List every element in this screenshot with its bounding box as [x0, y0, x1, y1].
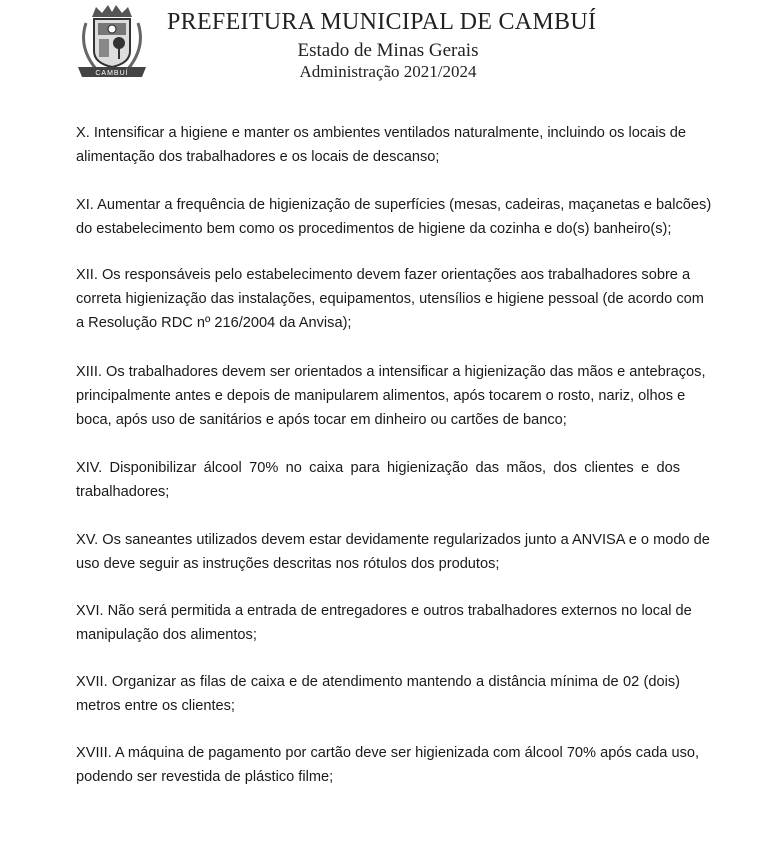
text-line: alimentação dos trabalhadores e os locais de descanso; [76, 149, 440, 165]
text-line: metros entre os clientes; [76, 698, 235, 714]
header-administration: Administração 2021/2024 [299, 62, 477, 81]
paragraph-xii [76, 263, 704, 335]
header-state: Estado de Minas Gerais [297, 40, 479, 61]
text-line: podendo ser revestida de plástico filme; [76, 769, 334, 785]
text-line: X. Intensificar a higiene e manter os ambientes ventilados naturalmente, incluindo os locais de [76, 125, 687, 141]
paragraph-xiii [76, 360, 706, 432]
paragraph-xiv [76, 456, 680, 504]
paragraph-xvii [76, 670, 680, 718]
text-line: XVIII. A máquina de pagamento por cartão deve ser higienizada com álcool 70% após cada uso, [76, 745, 700, 761]
paragraph-x [76, 121, 687, 169]
text-line: XVI. Não será permitida a entrada de entregadores e outros trabalhadores externos no local de [76, 603, 692, 619]
text-line: uso deve seguir as instruções descritas nos rótulos dos produtos; [76, 556, 500, 572]
text-line: XIV. Disponibilizar álcool 70% no caixa para higienização das mãos, dos clientes e dos [76, 460, 680, 476]
text-line: principalmente antes e depois de manipularem alimentos, após tocarem o rosto, nariz, olhos e [76, 388, 686, 404]
text-line: do estabelecimento bem como os procedimentos de higiene da cozinha e do(s) banheiro(s); [76, 221, 672, 237]
text-line: XII. Os responsáveis pelo estabelecimento devem fazer orientações aos trabalhadores sobre a [76, 267, 691, 283]
header-title: PREFEITURA MUNICIPAL DE CAMBUÍ [167, 9, 597, 35]
text-line: manipulação dos alimentos; [76, 627, 257, 643]
text-line: a Resolução RDC nº 216/2004 da Anvisa); [76, 315, 352, 331]
svg-text:CAMBUÍ: CAMBUÍ [95, 70, 129, 77]
text-line: correta higienização das instalações, equipamentos, utensílios e higiene pessoal (de acordo com [76, 291, 704, 307]
text-line: XI. Aumentar a frequência de higienização de superfícies (mesas, cadeiras, maçanetas e balcões) [76, 197, 712, 213]
text-line: XV. Os saneantes utilizados devem estar devidamente regularizados junto a ANVISA e o modo de [76, 532, 710, 548]
text-line: boca, após uso de sanitários e após tocar em dinheiro ou cartões de banco; [76, 412, 567, 428]
paragraph-xv [76, 528, 710, 576]
paragraph-xi [76, 193, 712, 241]
text-line: XVII. Organizar as filas de caixa e de atendimento mantendo a distância mínima de 02 (dois) [76, 674, 680, 690]
paragraph-xvi [76, 599, 692, 647]
paragraph-xviii [76, 741, 700, 789]
text-line: trabalhadores; [76, 484, 170, 500]
text-line: XIII. Os trabalhadores devem ser orientados a intensificar a higienização das mãos e antebraços, [76, 364, 706, 380]
